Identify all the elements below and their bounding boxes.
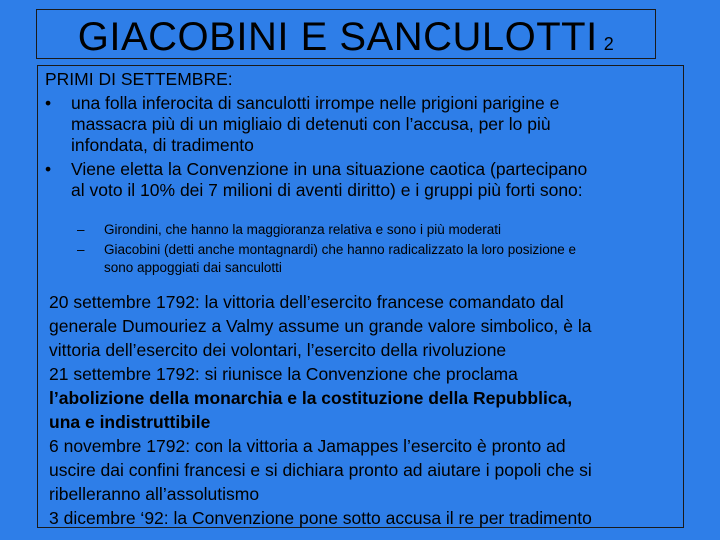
slide-title-text: GIACOBINI E SANCULOTTI [77, 15, 598, 59]
events-text [49, 290, 679, 530]
sub-line: Girondini, che hanno la maggioranza relativa e sono i più moderati [104, 222, 501, 237]
bullet-list [38, 93, 678, 204]
bullet-line: una folla inferocita di sanculotti irrompe nelle prigioni parigine e [71, 93, 560, 113]
dash-icon: – [77, 222, 85, 237]
bullet-line: infondata, di tradimento [71, 135, 254, 155]
bullet-icon: • [45, 159, 52, 179]
bullet-line: massacra più di un migliaio di detenuti con l’accusa, per lo più [71, 114, 551, 134]
slide-number: 2 [603, 34, 615, 54]
bullet-item [38, 159, 678, 201]
event-line-bold: una e indistruttibile [49, 412, 211, 432]
bullet-icon: • [45, 93, 52, 113]
event-line: generale Dumouriez a Valmy assume un grande valore simbolico, è la [49, 316, 592, 336]
event-line: 21 settembre 1792: si riunisce la Convenzione che proclama [49, 364, 518, 384]
sub-item [38, 221, 678, 239]
sub-item [38, 241, 678, 277]
sub-line: sono appoggiati dai sanculotti [104, 260, 282, 275]
dash-icon: – [77, 242, 85, 257]
bullet-line: al voto il 10% dei 7 milioni di aventi diritto) e i gruppi più forti sono: [71, 180, 583, 200]
event-line: vittoria dell’esercito dei volontari, l’esercito della rivoluzione [49, 340, 507, 360]
event-line: 20 settembre 1792: la vittoria dell’esercito francese comandato dal [49, 292, 564, 312]
event-line-bold: l’abolizione della monarchia e la costituzione della Repubblica, [49, 388, 573, 408]
title-box [36, 9, 656, 59]
event-line: uscire dai confini francesi e si dichiara pronto ad aiutare i popoli che si [49, 460, 592, 480]
event-line: ribelleranno all’assolutismo [49, 484, 260, 504]
event-line: 6 novembre 1792: con la vittoria a Jamappes l’esercito è pronto ad [49, 436, 566, 456]
content-box [37, 65, 684, 528]
bullet-item [38, 93, 678, 156]
sub-line: Giacobini (detti anche montagnardi) che hanno radicalizzato la loro posizione e [104, 242, 577, 257]
event-line: 3 dicembre ‘92: la Convenzione pone sotto accusa il re per tradimento [49, 508, 592, 528]
sub-list [38, 221, 678, 279]
intro-heading: PRIMI DI SETTEMBRE: [45, 69, 233, 89]
slide-title [37, 16, 655, 65]
bullet-line: Viene eletta la Convenzione in una situazione caotica (partecipano [71, 159, 588, 179]
